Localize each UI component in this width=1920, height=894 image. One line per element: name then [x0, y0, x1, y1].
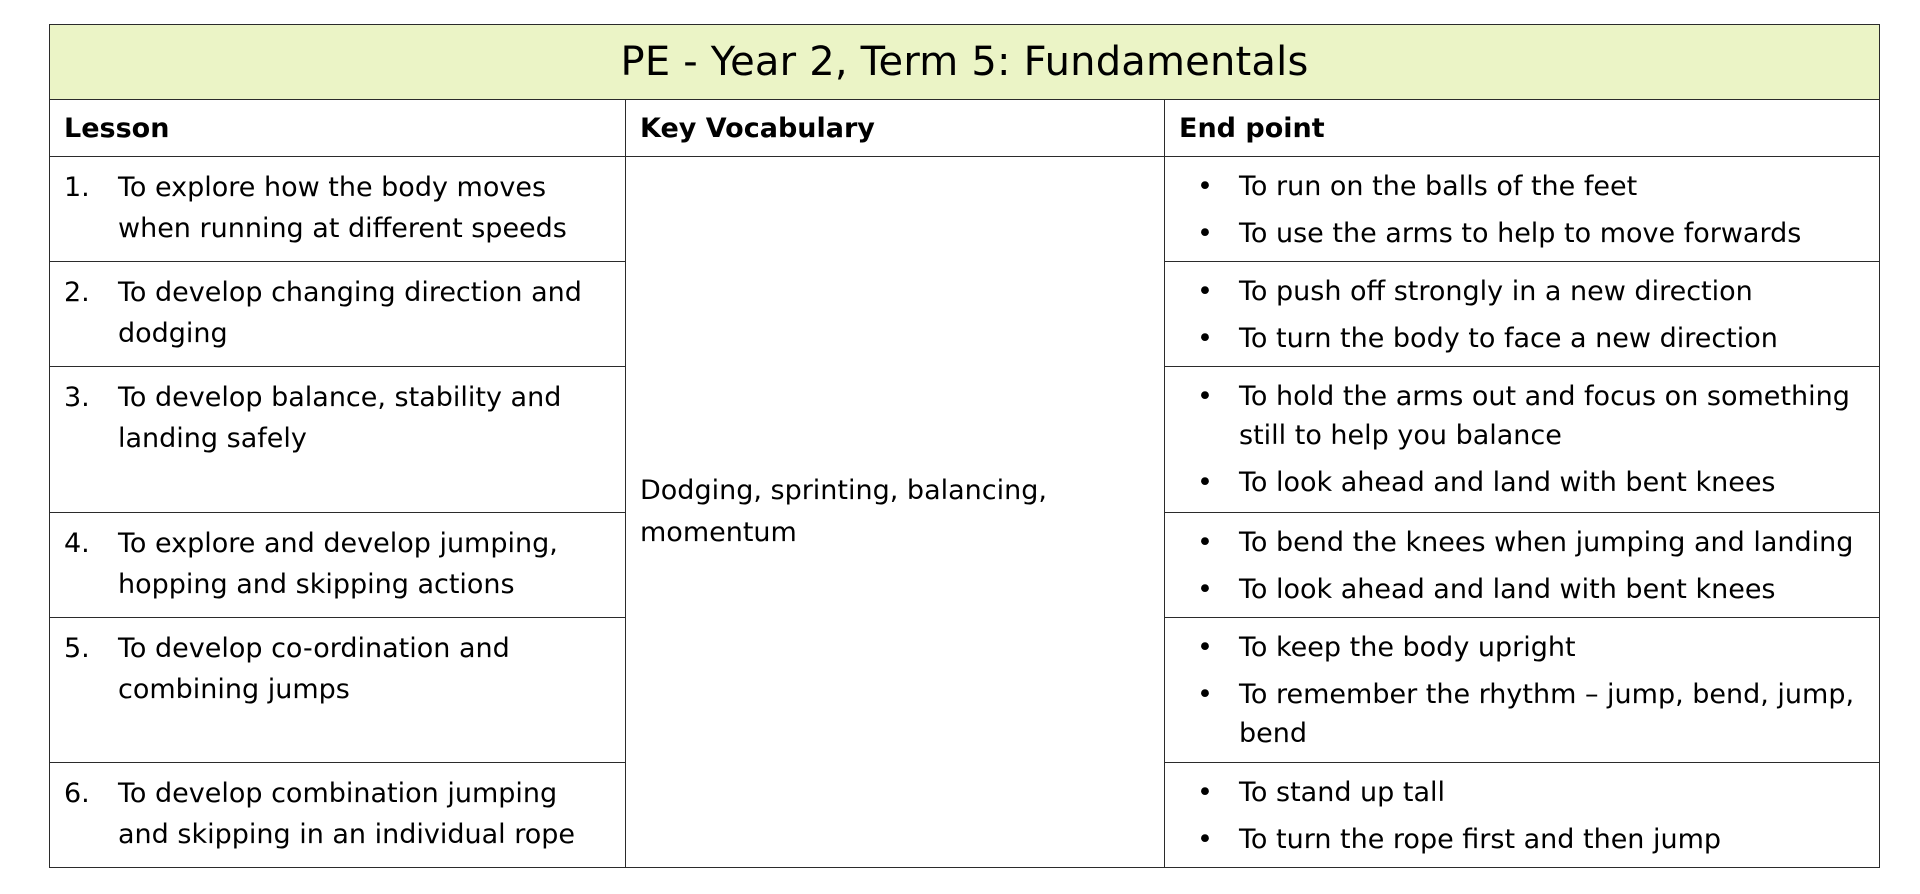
end-point-item [1179, 167, 1865, 206]
end-point-item [1179, 570, 1865, 609]
lesson-cell [50, 157, 626, 262]
lesson-objective: To explore how the body moves when running at different speeds [118, 172, 567, 244]
end-point-item [1179, 272, 1865, 311]
end-point-text: To turn the rope first and then jump [1239, 824, 1722, 855]
end-point-cell [1165, 763, 1880, 868]
end-point-item [1179, 523, 1865, 562]
lesson-cell [50, 618, 626, 763]
end-point-text: To turn the body to face a new direction [1239, 323, 1778, 354]
lesson-cell [50, 367, 626, 513]
bullet-icon: • [1197, 276, 1213, 307]
lesson-objective: To develop changing direction and dodging [118, 277, 582, 349]
lesson-objective: To develop balance, stability and landing safely [118, 382, 562, 454]
lesson-cell [50, 262, 626, 367]
end-point-text: To look ahead and land with bent knees [1239, 574, 1776, 605]
bullet-icon: • [1197, 323, 1213, 354]
end-point-cell [1165, 157, 1880, 262]
end-point-text: To push off strongly in a new direction [1239, 276, 1753, 307]
end-point-text: To bend the knees when jumping and landing [1239, 527, 1854, 558]
lesson-plan-table [49, 24, 1880, 868]
end-point-text: To remember the rhythm – jump, bend, jump, bend [1239, 679, 1855, 749]
end-point-text: To use the arms to help to move forwards [1239, 218, 1802, 249]
lesson-row [50, 157, 1880, 262]
end-point-item [1179, 214, 1865, 253]
end-point-cell [1165, 618, 1880, 763]
end-point-item [1179, 463, 1865, 502]
bullet-icon: • [1197, 171, 1213, 202]
lesson-cell [50, 513, 626, 618]
end-point-text: To keep the body upright [1239, 632, 1576, 663]
lesson-objective: To explore and develop jumping, hopping and skipping actions [118, 528, 558, 600]
bullet-icon: • [1197, 381, 1213, 412]
bullet-icon: • [1197, 218, 1213, 249]
bullet-icon: • [1197, 527, 1213, 558]
end-point-cell [1165, 367, 1880, 513]
end-point-column-header: End point [1165, 100, 1880, 157]
end-point-cell [1165, 262, 1880, 367]
end-point-text: To look ahead and land with bent knees [1239, 467, 1776, 498]
vocabulary-column-header: Key Vocabulary [626, 100, 1165, 157]
page-title: PE - Year 2, Term 5: Fundamentals [50, 25, 1880, 100]
bullet-icon: • [1197, 679, 1213, 710]
end-point-text: To hold the arms out and focus on something still to help you balance [1239, 381, 1850, 451]
end-point-item [1179, 628, 1865, 667]
end-point-item [1179, 675, 1865, 753]
bullet-icon: • [1197, 824, 1213, 855]
bullet-icon: • [1197, 777, 1213, 808]
header-row [50, 100, 1880, 157]
lesson-objective: To develop combination jumping and skipping in an individual rope [118, 778, 576, 850]
lesson-cell [50, 763, 626, 868]
lesson-number: 4. [64, 528, 90, 559]
lesson-number: 5. [64, 633, 90, 664]
lesson-number: 1. [64, 172, 90, 203]
lesson-number: 6. [64, 778, 90, 809]
lesson-column-header: Lesson [50, 100, 626, 157]
end-point-item [1179, 820, 1865, 859]
lesson-objective: To develop co-ordination and combining jumps [118, 633, 510, 705]
end-point-text: To stand up tall [1239, 777, 1446, 808]
end-point-item [1179, 377, 1865, 455]
end-point-item [1179, 319, 1865, 358]
end-point-cell [1165, 513, 1880, 618]
lesson-number: 2. [64, 277, 90, 308]
bullet-icon: • [1197, 574, 1213, 605]
key-vocabulary-cell: Dodging, sprinting, balancing, momentum [626, 157, 1165, 868]
lesson-number: 3. [64, 382, 90, 413]
title-row [50, 25, 1880, 100]
end-point-text: To run on the balls of the feet [1239, 171, 1638, 202]
end-point-item [1179, 773, 1865, 812]
bullet-icon: • [1197, 467, 1213, 498]
bullet-icon: • [1197, 632, 1213, 663]
